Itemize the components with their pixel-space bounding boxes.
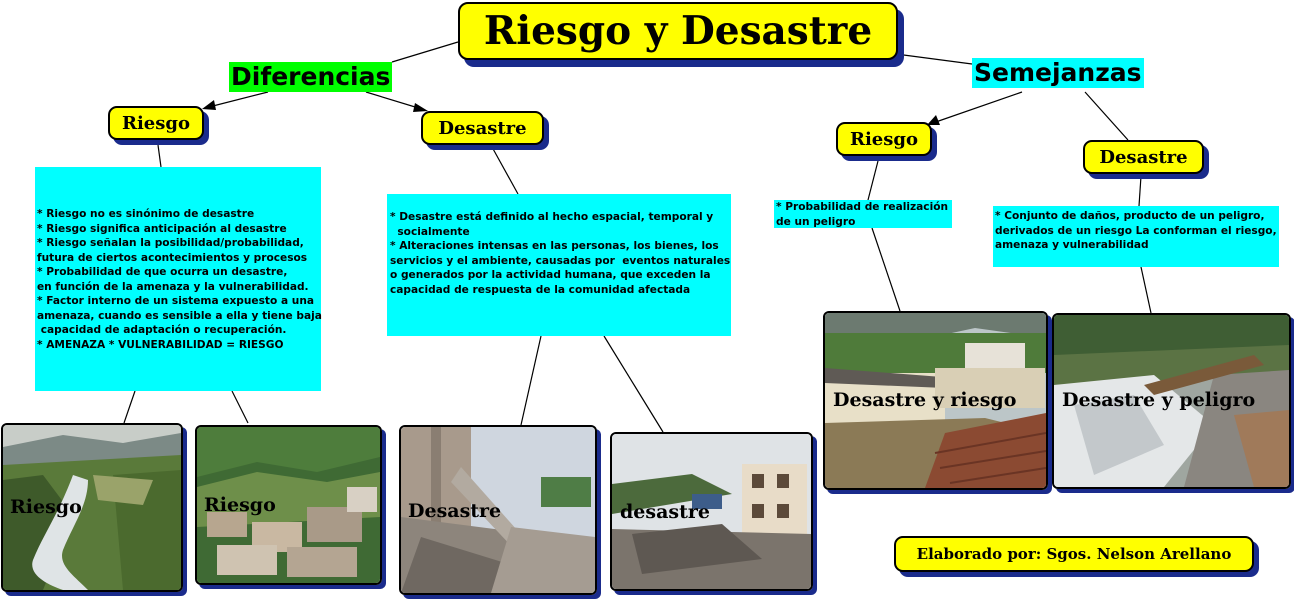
connector-title-diferencias bbox=[392, 42, 458, 62]
desastre-photo-rubble-caption: desastre bbox=[620, 501, 710, 523]
riesgo-differences-text: * Riesgo no es sinónimo de desastre * Riesgo significa anticipación al desastre * Riesgo señalan la posibilidad/probabilidad, futura de ciertos acontecimientos y procesos * Probabilidad de que ocurra un desastre, en función de la amenaza y la vulnerabilidad. * Factor interno de un sistema expuesto a una amenaza, cuando es sensible a ella y tiene baja capacidad de adaptación o recuperación. * AMENAZA * VULNERABILIDAD = RIESGO bbox=[35, 167, 321, 391]
desastre-photo-collapse-caption: Desastre bbox=[408, 500, 502, 522]
connector-desastre-box bbox=[492, 147, 518, 194]
connector-semejanzas-desastre bbox=[1085, 92, 1128, 140]
connector-semejanzas-riesgo bbox=[930, 92, 1022, 124]
semejanzas-photo-landslide bbox=[1052, 313, 1291, 489]
semejanzas-desastre-text: * Conjunto de daños, producto de un peligro, derivados de un riesgo La conforman el riesgo, amenaza y vulnerabilidad bbox=[993, 206, 1279, 267]
semejanzas-desastre-node: Desastre bbox=[1083, 140, 1204, 174]
desastre-differences-text: * Desastre está definido al hecho espacial, temporal y socialmente * Alteraciones intensas en las personas, los bienes, los servicios y el ambiente, causadas por eventos naturales o generados por la actividad humana, que exceden la capacidad de respuesta de la comunidad afectada bbox=[387, 194, 731, 336]
arrowhead-riesgo bbox=[202, 100, 216, 110]
connector-sdesastre-box bbox=[1139, 176, 1141, 206]
connector-riesgo-box bbox=[158, 145, 161, 167]
riesgo-photo-town bbox=[195, 425, 382, 585]
connector-riesgo-photo1 bbox=[124, 391, 135, 423]
connector-sriesgo-photo bbox=[872, 228, 900, 311]
desastre-node: Desastre bbox=[421, 111, 544, 145]
riesgo-photo-canyon-caption: Riesgo bbox=[10, 496, 82, 518]
desastre-photo-rubble bbox=[610, 432, 813, 591]
riesgo-photo-town-caption: Riesgo bbox=[204, 494, 276, 516]
riesgo-node: Riesgo bbox=[108, 106, 204, 140]
connector-riesgo-photo2 bbox=[232, 391, 248, 423]
diagram-title: Riesgo y Desastre bbox=[458, 2, 898, 60]
author-credit: Elaborado por: Sgos. Nelson Arellano bbox=[894, 536, 1254, 572]
semejanzas-photo-flood bbox=[823, 311, 1048, 490]
semejanzas-photo-flood-caption: Desastre y riesgo bbox=[833, 389, 1017, 411]
semejanzas-riesgo-node: Riesgo bbox=[836, 122, 932, 156]
connector-sriesgo-box bbox=[868, 161, 878, 200]
diferencias-heading: Diferencias bbox=[231, 62, 391, 91]
semejanzas-photo-landslide-caption: Desastre y peligro bbox=[1062, 389, 1256, 411]
connector-desastre-photo1 bbox=[521, 336, 541, 425]
connector-desastre-photo2 bbox=[604, 336, 663, 432]
semejanzas-heading: Semejanzas bbox=[974, 58, 1142, 87]
desastre-photo-collapse bbox=[399, 425, 597, 595]
connector-title-semejanzas bbox=[896, 54, 972, 64]
semejanzas-riesgo-text: * Probabilidad de realización de un peligro bbox=[774, 200, 952, 228]
riesgo-photo-canyon bbox=[1, 423, 183, 592]
connector-sdesastre-photo bbox=[1141, 267, 1151, 313]
